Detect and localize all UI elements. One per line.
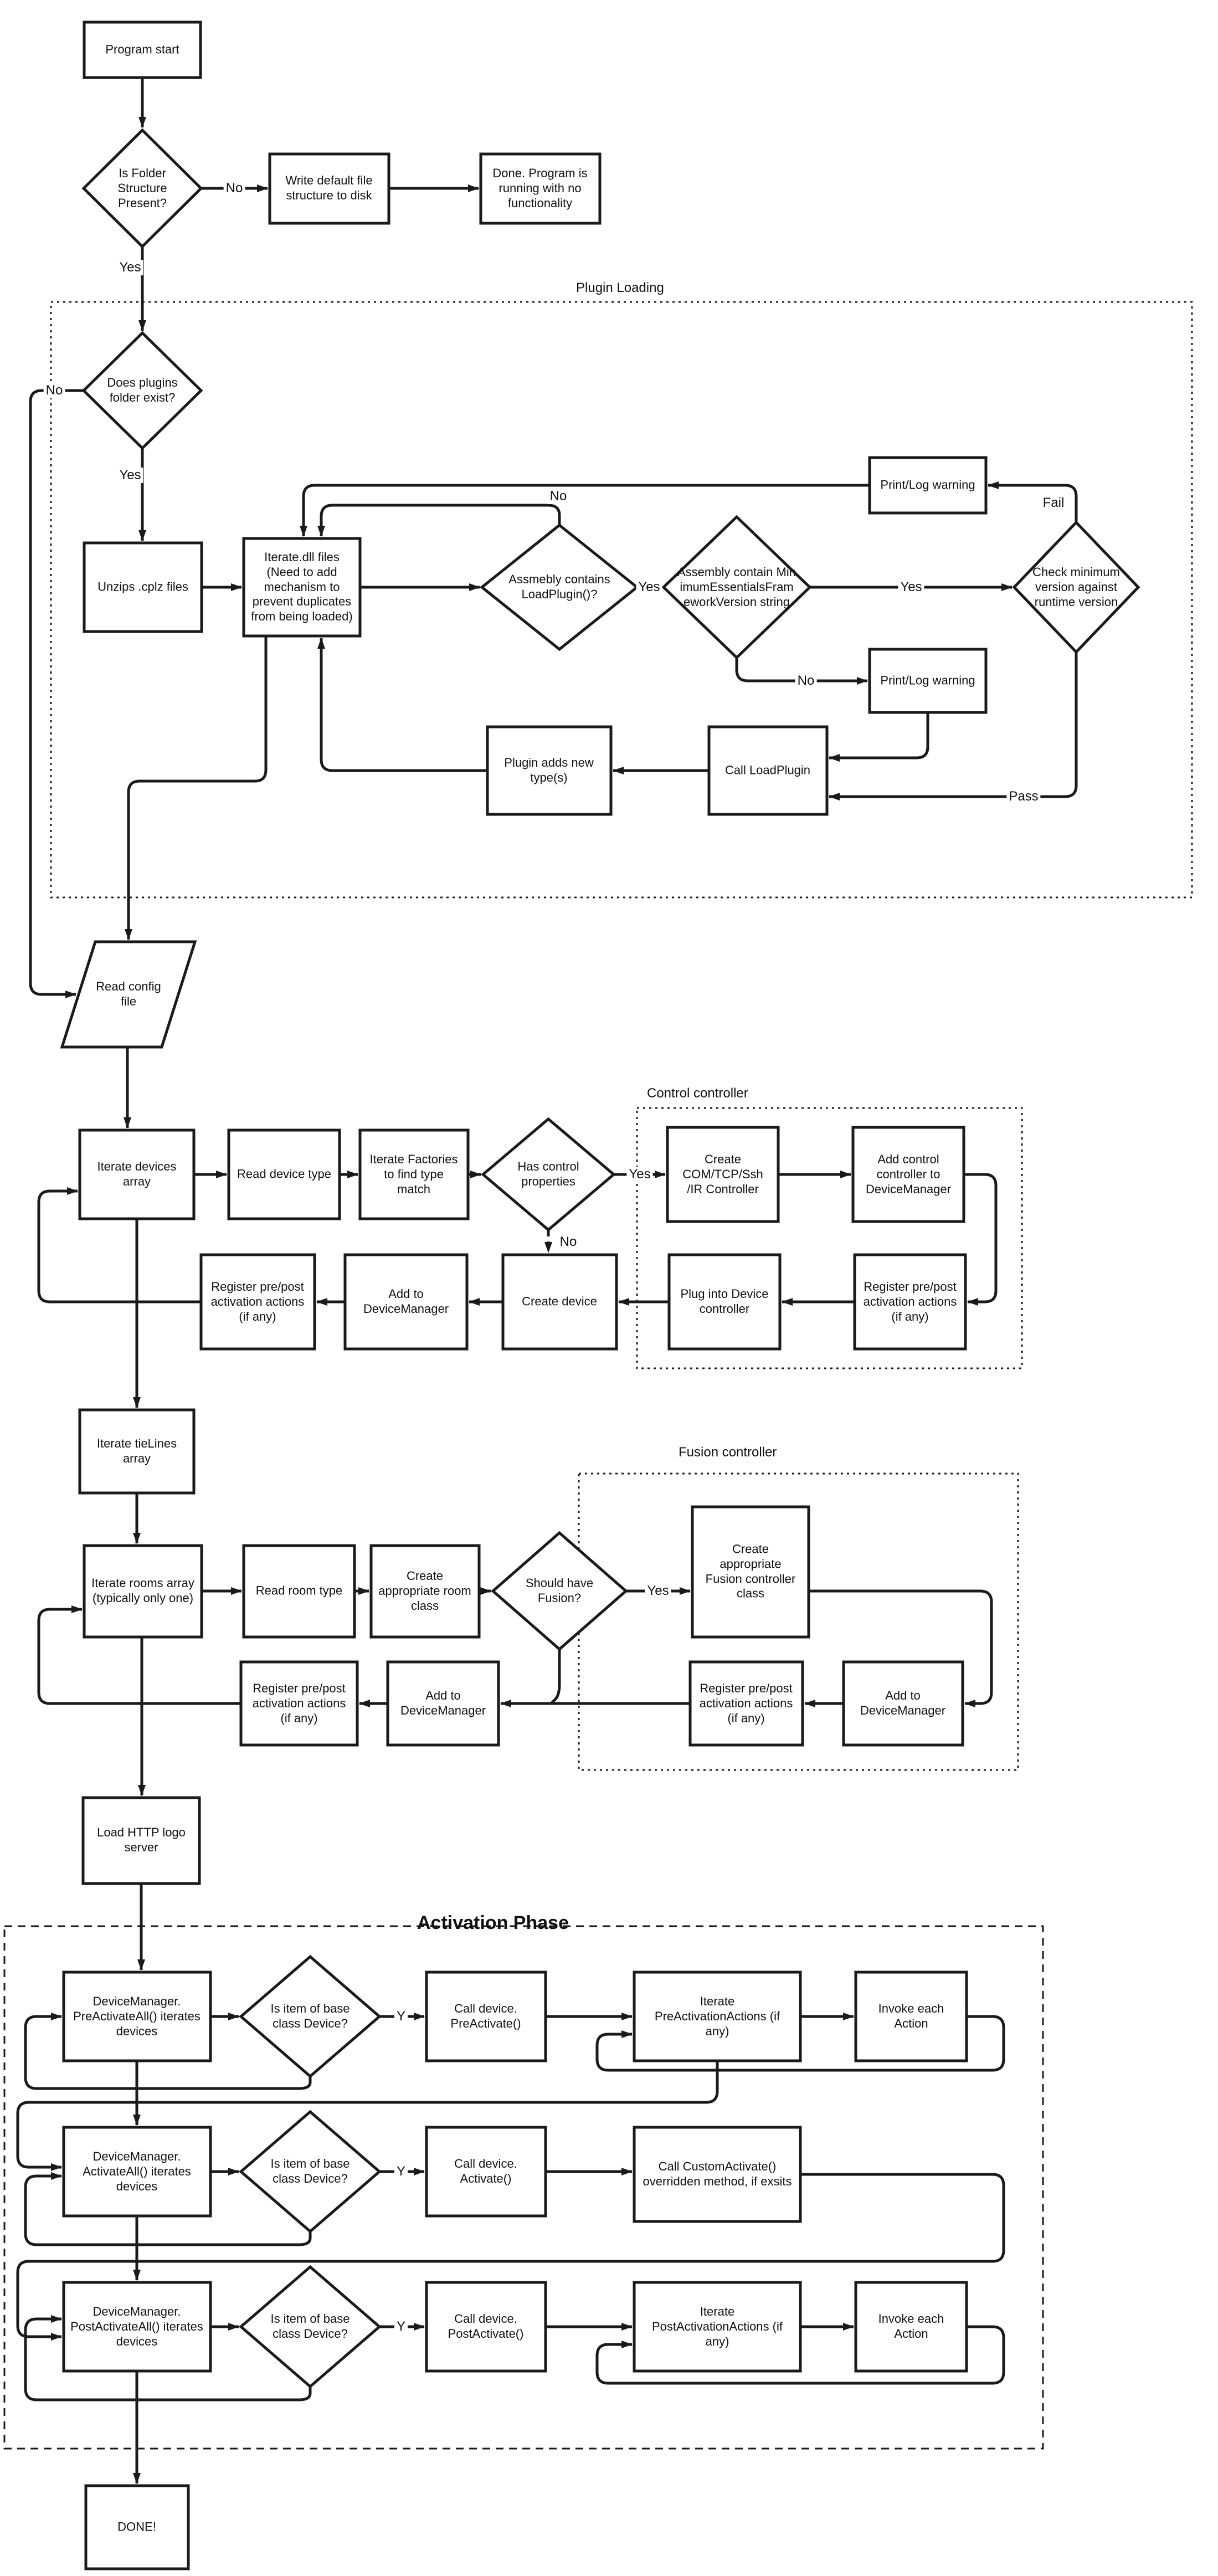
node-read-room-type: Read room type bbox=[255, 1583, 343, 1598]
decision-should-have-fusion: Should have Fusion? bbox=[525, 1576, 594, 1605]
decision-contains-minversion: Assembly contain MinimumEssentialsFrameworkVersion string bbox=[677, 565, 796, 609]
connector-6 bbox=[30, 391, 84, 994]
connector-19 bbox=[129, 636, 266, 940]
node-iterate-postactivation: Iterate PostActivationActions (if any) bbox=[652, 2304, 783, 2348]
node-create-device: Create device bbox=[522, 1294, 597, 1308]
connector-42 bbox=[551, 1649, 559, 1703]
node-unzips-cplz: Unzips .cplz files bbox=[97, 579, 188, 594]
edge-label-act-y: Y bbox=[394, 2164, 408, 2179]
connector-12 bbox=[304, 485, 870, 536]
node-print-log-warning-top: Print/Log warning bbox=[880, 478, 975, 492]
node-add-to-dm-room: Add to DeviceManager bbox=[400, 1689, 486, 1717]
node-postactivateall: DeviceManager. PostActivateAll() iterates devices bbox=[70, 2304, 203, 2348]
edge-label-folder-no: No bbox=[224, 181, 245, 196]
node-iterate-tielines: Iterate tieLines array bbox=[96, 1436, 177, 1465]
edge-label-loadplugin-no: No bbox=[548, 489, 569, 504]
node-write-default-structure: Write default file structure to disk bbox=[285, 173, 373, 202]
node-activateall: DeviceManager. ActivateAll() iterates devices bbox=[83, 2149, 191, 2193]
node-print-log-warning-bottom: Print/Log warning bbox=[880, 673, 975, 687]
decision-check-min-version: Check minimum version against runtime version bbox=[1032, 565, 1120, 609]
node-create-room-class: Create appropriate room class bbox=[378, 1568, 471, 1613]
fusion-controller-group-label: Fusion controller bbox=[679, 1445, 777, 1460]
edge-label-minversion-yes: Yes bbox=[898, 579, 924, 595]
node-program-start: Program start bbox=[105, 42, 179, 57]
node-add-to-dm-device: Add to DeviceManager bbox=[363, 1287, 449, 1316]
node-register-prepost-device: Register pre/post activation actions (if any) bbox=[210, 1279, 305, 1323]
edge-label-loadplugin-yes: Yes bbox=[636, 579, 662, 595]
node-iterate-dll: Iterate.dll files (Need to add mechanism to prevent duplicates from being loaded) bbox=[251, 550, 353, 624]
node-add-control-to-dm: Add control controller to DeviceManager bbox=[865, 1152, 952, 1196]
decision-has-control-properties: Has control properties bbox=[517, 1159, 579, 1188]
node-iterate-factories: Iterate Factories to find type match bbox=[369, 1152, 458, 1196]
node-invoke-each-action-post: Invoke each Action bbox=[878, 2312, 944, 2341]
plugin-loading-group-label: Plugin Loading bbox=[576, 280, 664, 295]
node-create-com-controller: Create COM/TCP/Ssh /IR Controller bbox=[682, 1152, 763, 1196]
decision-contains-loadplugin: Assmebly contains LoadPlugin()? bbox=[508, 572, 610, 601]
node-iterate-devices-array: Iterate devices array bbox=[97, 1159, 177, 1188]
node-register-prepost-fusion: Register pre/post activation actions (if any) bbox=[699, 1681, 793, 1725]
node-plugin-adds-types: Plugin adds new type(s) bbox=[504, 756, 594, 784]
edge-label-minversion-no: No bbox=[795, 673, 817, 689]
decision-is-base-device-act: Is item of base class Device? bbox=[270, 2157, 350, 2185]
node-register-prepost-room: Register pre/post activation actions (if any) bbox=[252, 1681, 346, 1725]
edge-label-version-fail: Fail bbox=[1041, 495, 1067, 511]
node-read-config-file: Read config file bbox=[96, 979, 161, 1008]
edge-label-post-y: Y bbox=[394, 2319, 408, 2334]
edge-label-fusion-yes: Yes bbox=[645, 1583, 671, 1599]
node-iterate-rooms: Iterate rooms array (typically only one) bbox=[91, 1576, 194, 1605]
connector-15 bbox=[829, 712, 928, 758]
node-call-activate: Call device. Activate() bbox=[454, 2157, 517, 2185]
decision-plugins-folder: Does plugins folder exist? bbox=[107, 376, 178, 404]
node-call-customactivate: Call CustomActivate() overridden method, if exsits bbox=[643, 2159, 792, 2188]
edge-label-control-no: No bbox=[558, 1234, 579, 1250]
connector-11 bbox=[321, 505, 559, 536]
node-register-prepost-control: Register pre/post activation actions (if any) bbox=[863, 1279, 957, 1323]
edge-label-folder-yes: Yes bbox=[117, 260, 143, 275]
node-call-preactivate: Call device. PreActivate() bbox=[450, 2002, 521, 2030]
node-read-device-type: Read device type bbox=[237, 1167, 331, 1181]
node-iterate-preactivation: Iterate PreActivationActions (if any) bbox=[654, 1994, 780, 2038]
decision-is-base-device-pre: Is item of base class Device? bbox=[270, 2002, 350, 2030]
decision-folder-structure: Is Folder Structure Present? bbox=[117, 166, 167, 210]
node-done-no-functionality: Done. Program is running with no functionality bbox=[492, 166, 588, 210]
node-invoke-each-action-pre: Invoke each Action bbox=[878, 2002, 944, 2030]
connector-18 bbox=[321, 638, 487, 771]
edge-label-plugins-no: No bbox=[44, 383, 65, 398]
node-call-loadplugin: Call LoadPlugin bbox=[724, 763, 811, 777]
connector-26 bbox=[964, 1174, 996, 1302]
edge-label-version-pass: Pass bbox=[1006, 789, 1040, 804]
activation-phase-group-label: Activation Phase bbox=[417, 1912, 569, 1933]
node-plug-into-device-controller: Plug into Device controller bbox=[680, 1287, 769, 1316]
decision-is-base-device-post: Is item of base class Device? bbox=[270, 2312, 350, 2341]
node-call-postactivate: Call device. PostActivate() bbox=[448, 2312, 524, 2341]
control-controller-group-label: Control controller bbox=[647, 1086, 748, 1101]
node-load-http-logo-server: Load HTTP logo server bbox=[97, 1825, 186, 1854]
node-create-fusion-controller: Create appropriate Fusion controller class bbox=[705, 1542, 796, 1600]
edge-label-pre-y: Y bbox=[394, 2009, 408, 2024]
node-done: DONE! bbox=[117, 2519, 156, 2534]
node-preactivateall: DeviceManager. PreActivateAll() iterates devices bbox=[73, 1994, 201, 2038]
edge-label-control-yes: Yes bbox=[626, 1167, 652, 1182]
node-add-to-dm-fusion: Add to DeviceManager bbox=[860, 1689, 946, 1717]
edge-label-plugins-yes: Yes bbox=[117, 468, 143, 483]
